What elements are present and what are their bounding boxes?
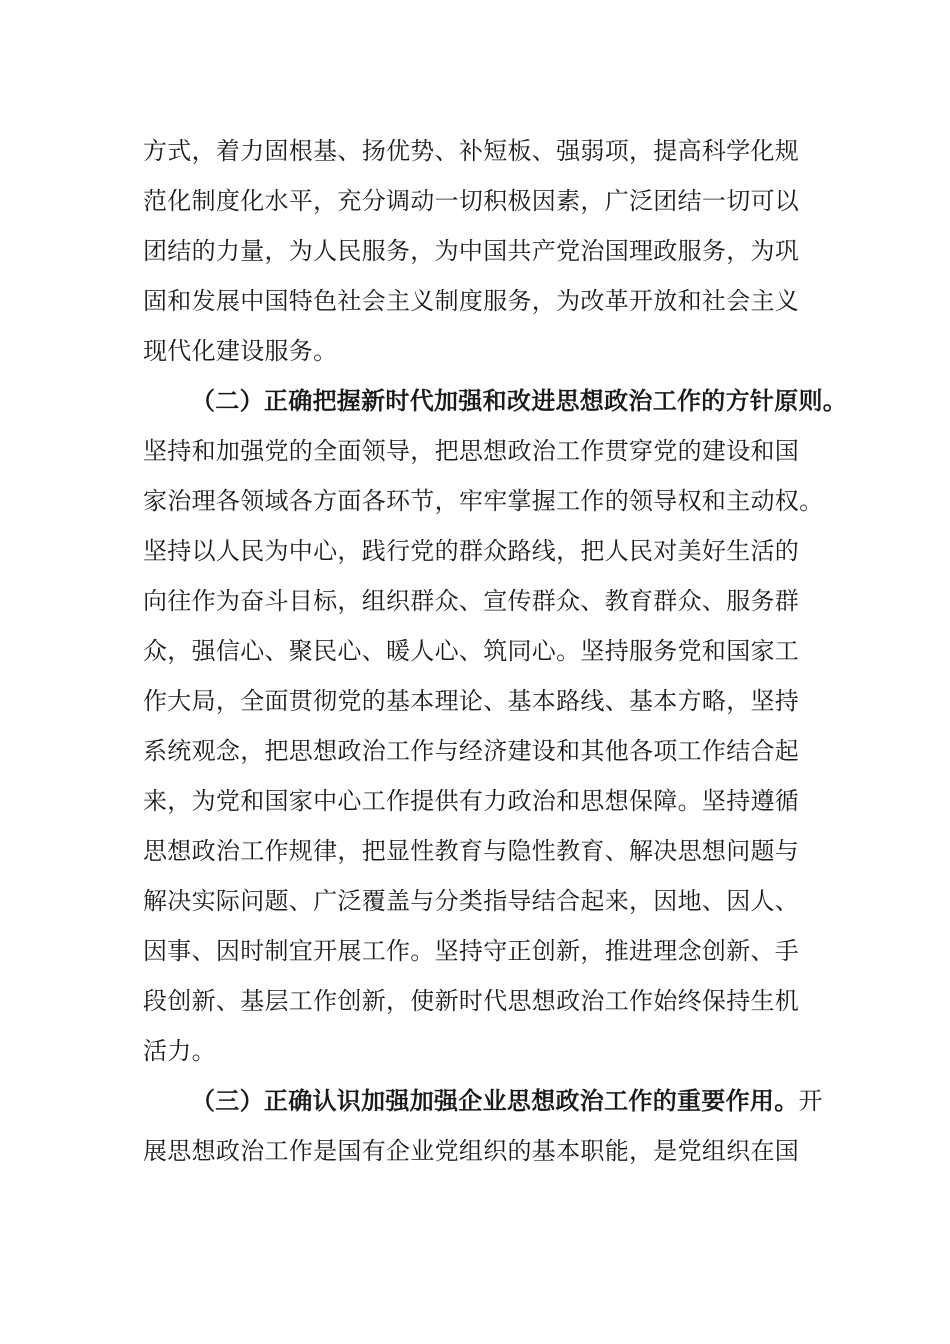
paragraph-line: 解决实际问题、广泛覆盖与分类指导结合起来，因地、因人、 xyxy=(143,887,800,915)
paragraph-line: 展思想政治工作是国有企业党组织的基本职能，是党组织在国 xyxy=(143,1137,800,1165)
paragraph-line: 坚持和加强党的全面领导，把思想政治工作贯穿党的建设和国 xyxy=(143,437,800,465)
paragraph-line: 团结的力量，为人民服务，为中国共产党治国理政服务，为巩 xyxy=(143,237,800,265)
paragraph-line: 思想政治工作规律，把显性教育与隐性教育、解决思想问题与 xyxy=(143,837,800,865)
paragraph-line: 系统观念，把思想政治工作与经济建设和其他各项工作结合起 xyxy=(143,737,800,765)
paragraph-line: 家治理各领域各方面各环节，牢牢掌握工作的领导权和主动权。 xyxy=(143,487,824,515)
paragraph-line: 现代化建设服务。 xyxy=(143,337,338,365)
paragraph-line: 向往作为奋斗目标，组织群众、宣传群众、教育群众、服务群 xyxy=(143,587,800,615)
paragraph-line: 作大局，全面贯彻党的基本理论、基本路线、基本方略，坚持 xyxy=(143,687,800,715)
paragraph-line: 坚持以人民为中心，践行党的群众路线，把人民对美好生活的 xyxy=(143,537,800,565)
paragraph-line: 范化制度化水平，充分调动一切积极因素，广泛团结一切可以 xyxy=(143,187,800,215)
section-3-text-start: 开 xyxy=(798,1087,823,1115)
paragraph-line: 固和发展中国特色社会主义制度服务，为改革开放和社会主义 xyxy=(143,287,800,315)
section-heading-2: （二）正确把握新时代加强和改进思想政治工作的方针原则。 xyxy=(191,387,848,415)
section-heading-3: （三）正确认识加强加强企业思想政治工作的重要作用。 xyxy=(191,1087,799,1115)
paragraph-line: 来，为党和国家中心工作提供有力政治和思想保障。坚持遵循 xyxy=(143,787,800,815)
paragraph-line: 众，强信心、聚民心、暖人心、筑同心。坚持服务党和国家工 xyxy=(143,637,800,665)
section-heading-3-line xyxy=(143,1076,823,1126)
paragraph-line: 段创新、基层工作创新，使新时代思想政治工作始终保持生机 xyxy=(143,987,800,1015)
paragraph-line: 因事、因时制宜开展工作。坚持守正创新，推进理念创新、手 xyxy=(143,937,800,965)
paragraph-line: 方式，着力固根基、扬优势、补短板、强弱项，提高科学化规 xyxy=(143,137,800,165)
document-body xyxy=(143,126,848,1176)
paragraph-line: 活力。 xyxy=(143,1037,216,1065)
